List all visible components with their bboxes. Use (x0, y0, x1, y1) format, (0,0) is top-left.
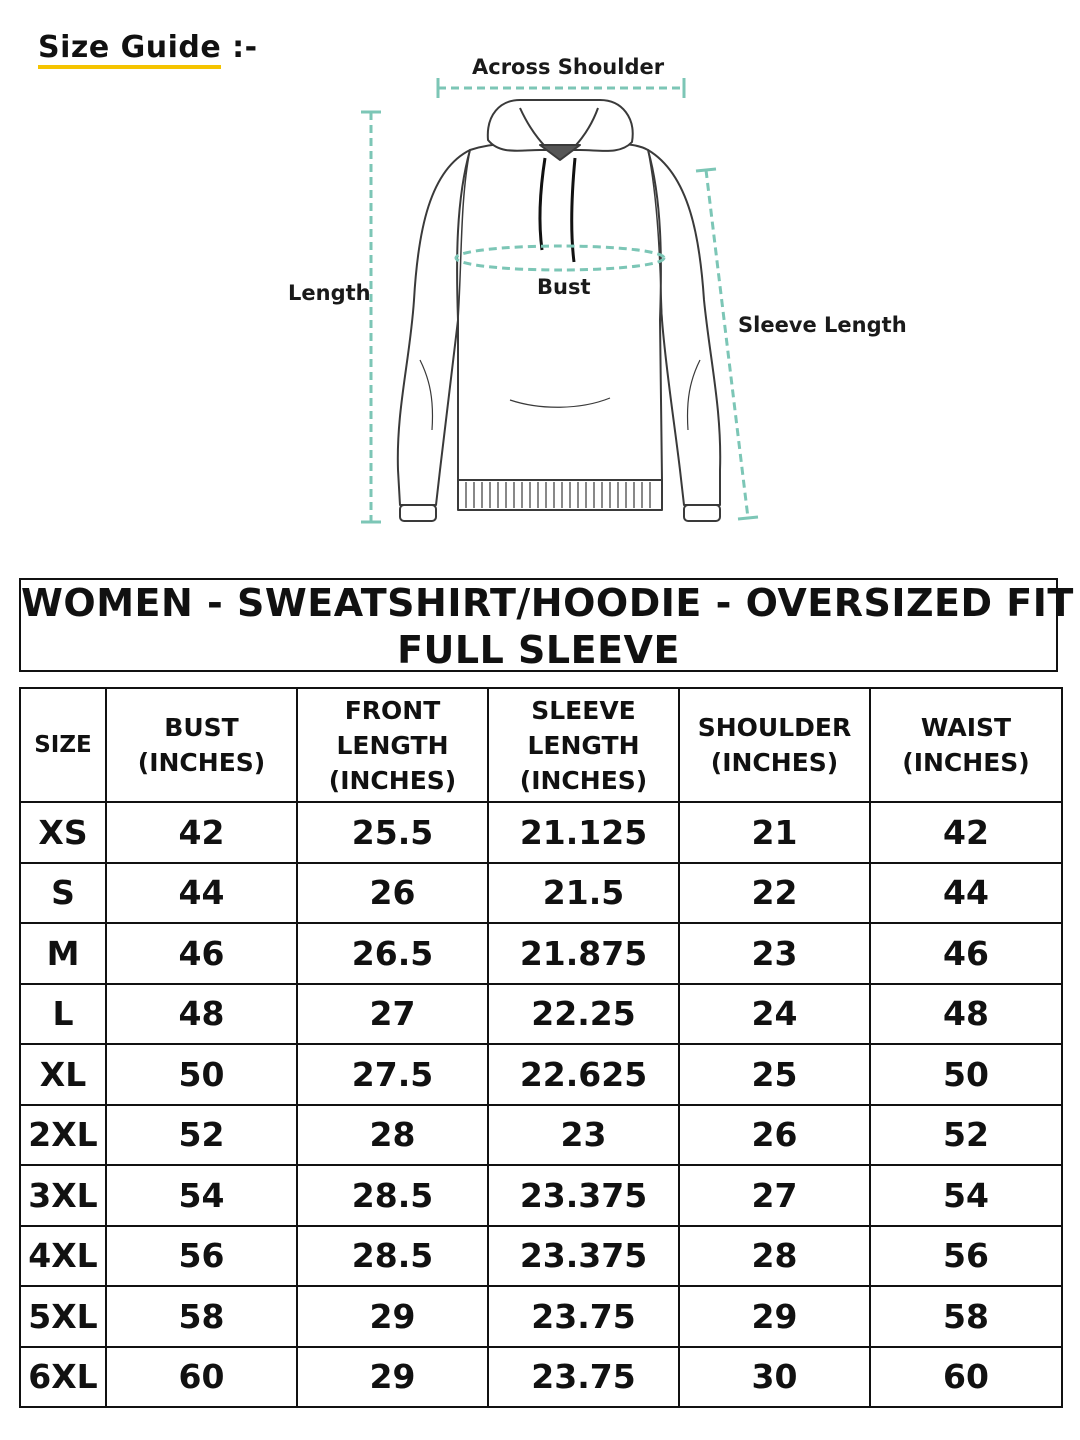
header-waist: WAIST (INCHES) (870, 688, 1062, 802)
cell-sleeve-length: 23.75 (488, 1286, 679, 1347)
cell-front-length: 28 (297, 1105, 488, 1166)
cell-front-length: 26 (297, 863, 488, 924)
hoodie-illustration (398, 100, 720, 521)
cell-shoulder: 29 (679, 1286, 870, 1347)
cell-waist: 44 (870, 863, 1062, 924)
table-title-line2: FULL SLEEVE (397, 628, 680, 672)
cell-waist: 56 (870, 1226, 1062, 1287)
header-size: SIZE (20, 688, 106, 802)
cell-waist: 52 (870, 1105, 1062, 1166)
cell-waist: 46 (870, 923, 1062, 984)
cell-size: XL (20, 1044, 106, 1105)
header-sleeve-length: SLEEVE LENGTH (INCHES) (488, 688, 679, 802)
cell-waist: 54 (870, 1165, 1062, 1226)
table-row (20, 1165, 1062, 1226)
cell-shoulder: 28 (679, 1226, 870, 1287)
cell-bust: 44 (106, 863, 297, 924)
cell-front-length: 29 (297, 1347, 488, 1408)
table-row (20, 1105, 1062, 1166)
table-row (20, 984, 1062, 1045)
table-row (20, 1286, 1062, 1347)
cell-shoulder: 26 (679, 1105, 870, 1166)
table-row (20, 1226, 1062, 1287)
cell-sleeve-length: 22.625 (488, 1044, 679, 1105)
cell-shoulder: 25 (679, 1044, 870, 1105)
cell-shoulder: 24 (679, 984, 870, 1045)
cell-bust: 48 (106, 984, 297, 1045)
cell-sleeve-length: 21.875 (488, 923, 679, 984)
cell-size: 2XL (20, 1105, 106, 1166)
across-shoulder-label: Across Shoulder (472, 55, 665, 79)
cell-bust: 54 (106, 1165, 297, 1226)
cell-size: 3XL (20, 1165, 106, 1226)
table-row (20, 923, 1062, 984)
cell-shoulder: 22 (679, 863, 870, 924)
cell-waist: 48 (870, 984, 1062, 1045)
cell-shoulder: 27 (679, 1165, 870, 1226)
bust-label: Bust (537, 275, 591, 299)
cell-shoulder: 30 (679, 1347, 870, 1408)
cell-bust: 60 (106, 1347, 297, 1408)
cell-sleeve-length: 23 (488, 1105, 679, 1166)
table-title (19, 578, 1074, 672)
header-shoulder: SHOULDER (INCHES) (679, 688, 870, 802)
header-front-length: FRONT LENGTH (INCHES) (297, 688, 488, 802)
table-row (20, 1044, 1062, 1105)
cell-sleeve-length: 23.75 (488, 1347, 679, 1408)
table-row (20, 1347, 1062, 1408)
cell-bust: 42 (106, 802, 297, 863)
cell-shoulder: 23 (679, 923, 870, 984)
cell-size: S (20, 863, 106, 924)
table-row (20, 802, 1062, 863)
cell-front-length: 27.5 (297, 1044, 488, 1105)
cell-waist: 50 (870, 1044, 1062, 1105)
cell-bust: 50 (106, 1044, 297, 1105)
cell-front-length: 28.5 (297, 1226, 488, 1287)
cell-size: XS (20, 802, 106, 863)
size-table (19, 687, 1063, 1408)
cell-waist: 42 (870, 802, 1062, 863)
cell-sleeve-length: 22.25 (488, 984, 679, 1045)
cell-front-length: 29 (297, 1286, 488, 1347)
cell-size: 4XL (20, 1226, 106, 1287)
cell-front-length: 25.5 (297, 802, 488, 863)
size-guide-title-suffix: :- (221, 30, 258, 65)
cell-waist: 60 (870, 1347, 1062, 1408)
size-guide-title-text: Size Guide (38, 30, 221, 69)
cell-sleeve-length: 23.375 (488, 1226, 679, 1287)
cell-bust: 46 (106, 923, 297, 984)
cell-size: 5XL (20, 1286, 106, 1347)
cell-size: 6XL (20, 1347, 106, 1408)
header-bust: BUST (INCHES) (106, 688, 297, 802)
table-title-line1: WOMEN - SWEATSHIRT/HOODIE - OVERSIZED FIT (21, 581, 1074, 625)
cell-size: M (20, 923, 106, 984)
cell-bust: 52 (106, 1105, 297, 1166)
cell-shoulder: 21 (679, 802, 870, 863)
cell-front-length: 27 (297, 984, 488, 1045)
cell-bust: 58 (106, 1286, 297, 1347)
cell-size: L (20, 984, 106, 1045)
cell-bust: 56 (106, 1226, 297, 1287)
cell-waist: 58 (870, 1286, 1062, 1347)
table-header-row (20, 688, 1062, 802)
length-label: Length (288, 281, 371, 305)
cell-front-length: 26.5 (297, 923, 488, 984)
cell-sleeve-length: 21.125 (488, 802, 679, 863)
table-row (20, 863, 1062, 924)
sleeve-length-label: Sleeve Length (738, 313, 907, 337)
cell-front-length: 28.5 (297, 1165, 488, 1226)
cell-sleeve-length: 23.375 (488, 1165, 679, 1226)
cell-sleeve-length: 21.5 (488, 863, 679, 924)
